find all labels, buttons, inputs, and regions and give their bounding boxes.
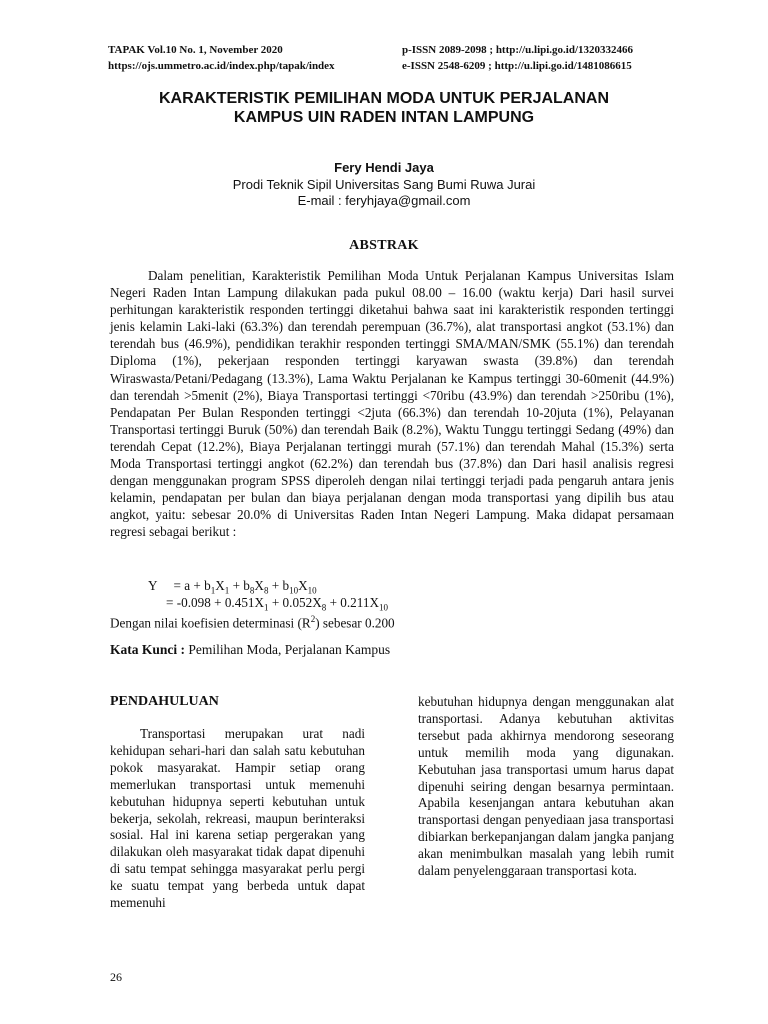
abstract-body	[110, 267, 674, 541]
journal-header-right	[402, 42, 633, 74]
abstract-heading: ABSTRAK	[349, 238, 419, 253]
p-issn: p-ISSN 2089-2098 ; http://u.lipi.go.id/1320332466	[402, 44, 634, 56]
intro-paragraph-left: Transportasi merupakan urat nadi kehidupan sehari-hari dan salah satu kebutuhan pokok masyarakat. Hampir setiap orang memerlukan transportasi untuk memenuhi kebutuhan hidupnya seperti kebutuhan untuk bekerja, sekolah, rekreasi, maupun berinteraksi sosial. Hal ini karena setiap pergerakan yang dilakukan oleh masyarakat tidak dapat dipenuhi di satu tempat sehingga masyarakat perlu pergi ke suatu tempat yang berbeda untuk dapat memenuhi	[110, 726, 365, 911]
e-issn: e-ISSN 2548-6209 ; http://u.lipi.go.id/1481086615	[402, 60, 632, 72]
keywords	[110, 642, 390, 658]
author-name: Fery Hendi Jaya	[334, 160, 434, 175]
author-email: E-mail : feryhjaya@gmail.com	[297, 193, 471, 208]
introduction-left-column	[110, 726, 365, 912]
title-line-1: KARAKTERISTIK PEMILIHAN MODA UNTUK PERJALANAN	[158, 90, 610, 107]
title-line-2: KAMPUS UIN RADEN INTAN LAMPUNG	[233, 109, 535, 126]
paper-title	[70, 89, 698, 127]
page-number: 26	[110, 970, 122, 984]
journal-url: https://ojs.ummetro.ac.id/index.php/tapak/index	[108, 60, 335, 72]
determination-coefficient: Dengan nilai koefisien determinasi $(R^2)$ sebesar 0.200	[110, 614, 395, 631]
introduction-right-column	[418, 694, 674, 880]
journal-volume: TAPAK Vol.10 No. 1, November 2020	[108, 44, 283, 56]
author-affiliation: Prodi Teknik Sipil Universitas Sang Bumi Ruwa Jurai	[232, 177, 536, 192]
intro-paragraph-right: kebutuhan hidupnya dengan menggunakan alat transportasi. Adanya kebutuhan aktivitas tersebut pada akhirnya mendorong seseorang untuk memilih moda yang digunakan. Kebutuhan jasa transportasi umum harus dapat dipenuhi seiring dengan besarnya permintaan. Apabila kesenjangan antara kebutuhan akan transportasi dengan penyediaan jasa transportasi dibiarkan berkepanjangan dalam jangka panjang akan menimbulkan masalah yang lebih rumit dalam penyelenggaraan transportasi kota.	[418, 694, 674, 879]
keywords-label: Kata Kunci :	[110, 642, 186, 657]
keywords-text: Pemilihan Moda, Perjalanan Kampus	[188, 642, 391, 657]
abstract-paragraph: Dalam penelitian, Karakteristik Pemilihan Moda Untuk Perjalanan Kampus Universitas Islam Negeri Raden Intan Lampung dilakukan pada pukul 08.00 – 16.00 (waktu kerja) Dari hasil survei perhitungan karakteristik responden tertinggi diketahui bahwa saat ini karakteristik responden tertinggi jenis kelamin Laki-laki (63.3%) dan terendah perempuan (36.7%), alat transportasi angkot (53.1%) dan terendah bus (46.9%), pendidikan terakhir responden tertinggi SMA/MAN/SMK (55.1%) dan terendah Diploma (1%), pekerjaan responden tertinggi karyawan swasta (39.8%) dan terendah Wiraswasta/Petani/Pedagang (13.3%), Lama Waktu Perjalanan ke Kampus tertinggi 30-60menit (44.9%) dan terendah >5menit (2%), Biaya Transportasi tertinggi <70ribu (43.9%) dan terendah >250ribu (1%), Pendapatan Per Bulan Responden tertinggi <2juta (66.3%) dan terendah 10-20juta (1%), Pelayanan Transportasi tertinggi Buruk (50%) dan terendah Baik (8.2%), Waktu Tunggu tertinggi Sedang (49%) dan terendah Cepat (12.2%), Biaya Perjalanan tertinggi murah (57.1%) dan terendah Mahal (15.3%) serta Moda Transportasi tertinggi angkot (62.2%) dan terendah bus (37.8%) dan Dari hasil analisis regresi dengan menggunakan program SPSS diperoleh dengan nilai tertinggi terjadi pada pengaruh antara jenis kelamin, pendapatan per bulan dan biaya perjalanan dengan moda transportasi yang dipilih bus atau angkot, yaitu: sebesar 20.0% di Universitas Raden Intan Negeri Lampung. Maka didapat persamaan regresi sebagai berikut :	[110, 268, 674, 540]
journal-header-left	[108, 42, 335, 74]
section-heading-introduction: PENDAHULUAN	[110, 694, 219, 709]
regression-equation-2: = $-0.098 + 0.451X_1 + 0.052X_8 + 0.211X_{10}$	[166, 595, 389, 613]
regression-equation-1: $Y = a + b_1X_1 + b_8X_8 + b_{10}X_{10}$	[148, 578, 317, 596]
